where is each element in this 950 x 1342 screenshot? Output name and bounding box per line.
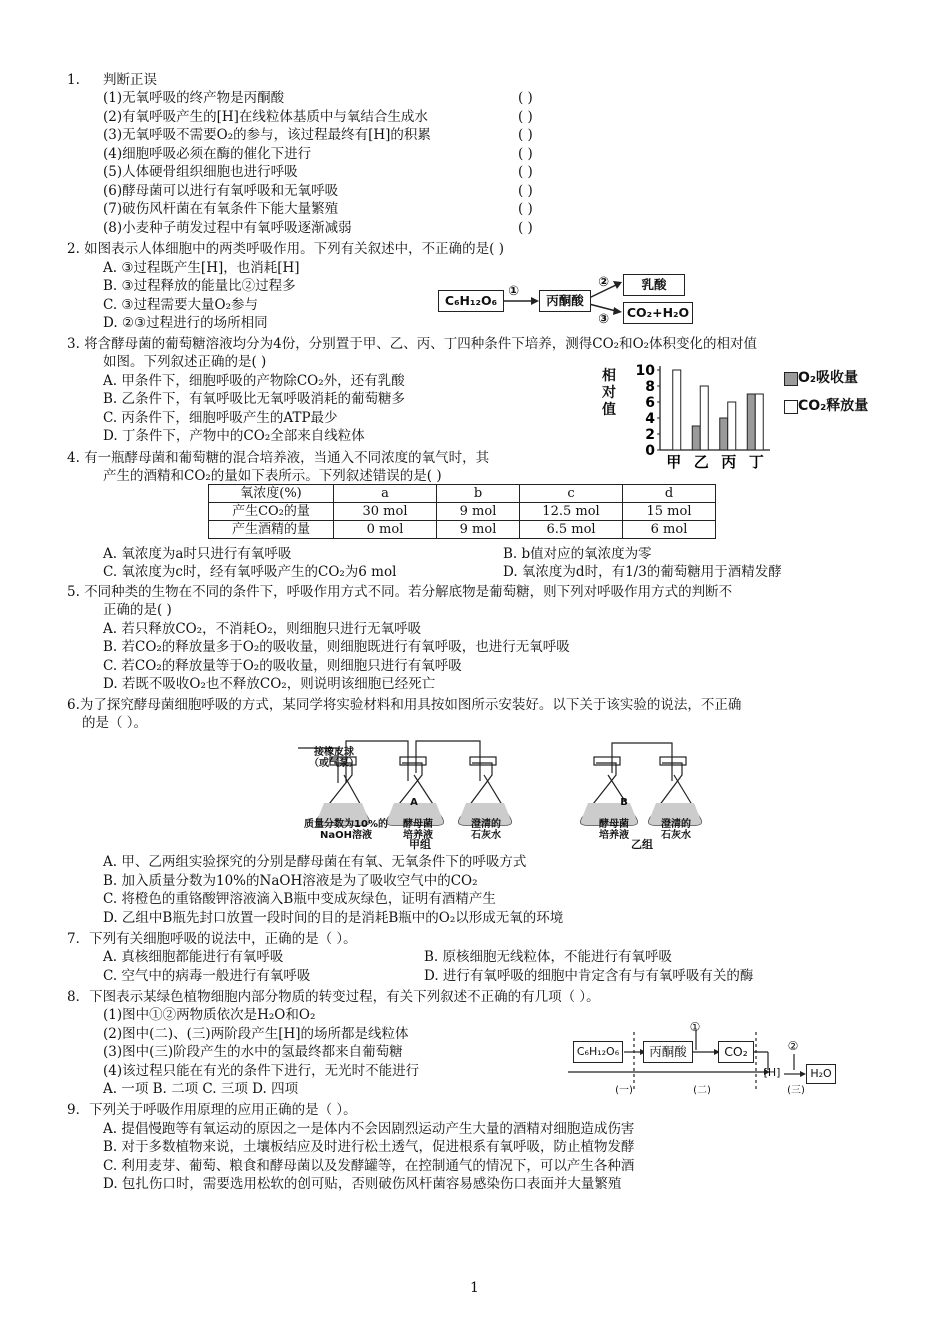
y-tick-label: 0 — [645, 443, 655, 459]
q6-option[interactable]: A. 甲、乙两组实验探究的分别是酵母菌在有氧、无氧条件下的呼吸方式 — [103, 854, 527, 870]
table-cell: 6 mol — [623, 521, 716, 539]
table-cell: 0 mol — [334, 521, 437, 539]
q8-item: (4)该过程只能在有光的条件下进行，无光时不能进行 — [103, 1063, 420, 1079]
q8-item: (3)图中(三)阶段产生的水中的氢最终都来自葡萄糖 — [103, 1044, 403, 1060]
limewater-label-line2: 石灰水 — [471, 830, 501, 841]
bar-co2 — [755, 394, 763, 450]
q7-option-a[interactable]: A. 真核细胞都能进行有氧呼吸 — [103, 949, 284, 965]
hydrogen-label: [H] — [763, 1066, 781, 1079]
q1-number: 1. — [67, 72, 80, 88]
q3-option[interactable]: A. 甲条件下，细胞呼吸的产物除CO₂外，还有乳酸 — [103, 373, 405, 389]
table-cell: 产生酒精的量 — [209, 521, 334, 539]
step-1-label: ① — [508, 284, 520, 299]
table-header-cell: d — [623, 485, 716, 503]
y-tick-label: 2 — [645, 427, 655, 443]
limewater-label-line2: 石灰水 — [661, 830, 691, 841]
q6-stem: 6.为了探究酵母菌细胞呼吸的方式，某同学将实验材料和用具按如图所示安装好。以下关于该实验的说法，不正确 — [67, 697, 742, 713]
table-cell: 9 mol — [437, 521, 520, 539]
table-row — [209, 521, 716, 539]
x-tick-label: 乙 — [693, 453, 709, 471]
q8-item: (1)图中①②两物质依次是H₂O和O₂ — [103, 1007, 316, 1023]
q7-stem: 7．下列有关细胞呼吸的说法中，正确的是（ ）。 — [67, 931, 357, 947]
table-cell: 产生CO₂的量 — [209, 503, 334, 521]
q9-stem: 9．下列关于呼吸作用原理的应用正确的是（ ）。 — [67, 1102, 357, 1118]
q4-stem-cont: 产生的酒精和CO₂的量如下表所示。下列叙述错误的是( ) — [103, 468, 442, 484]
q1-item: (6)酵母菌可以进行有氧呼吸和无氧呼吸 — [103, 183, 339, 199]
q1-item: (3)无氧呼吸不需要O₂的参与，该过程最终有[H]的积累 — [103, 127, 431, 143]
q1-stem: 判断正误 — [103, 72, 157, 88]
q7-option-c[interactable]: C. 空气中的病毒一般进行有氧呼吸 — [103, 968, 311, 984]
q6-option[interactable]: C. 将橙色的重铬酸钾溶液滴入B瓶中变成灰绿色，证明有酒精产生 — [103, 891, 496, 907]
q1-item: (5)人体硬骨组织细胞也进行呼吸 — [103, 164, 298, 180]
table-cell: 12.5 mol — [520, 503, 623, 521]
group-yi-label: 乙组 — [631, 838, 653, 851]
table-header-cell: c — [520, 485, 623, 503]
q3-option[interactable]: C. 丙条件下，细胞呼吸产生的ATP最少 — [103, 410, 338, 426]
table-header-row — [209, 485, 716, 503]
step-3-label: ③ — [598, 312, 610, 327]
y-tick-label: 6 — [645, 395, 655, 411]
q4-stem: 4. 有一瓶酵母菌和葡萄糖的混合培养液，当通入不同浓度的氧气时，其 — [67, 450, 490, 466]
answer-paren[interactable]: ( ) — [518, 201, 533, 217]
glucose-box: C₆H₁₂O₆ — [438, 290, 504, 312]
table-cell: 15 mol — [623, 503, 716, 521]
stage-1-label: (一) — [615, 1085, 633, 1096]
q2-option[interactable]: C. ③过程需要大量O₂参与 — [103, 297, 259, 313]
glucose-box: C₆H₁₂O₆ — [573, 1041, 623, 1063]
answer-paren[interactable]: ( ) — [518, 90, 533, 106]
answer-paren[interactable]: ( ) — [518, 183, 533, 199]
page-number: 1 — [470, 1280, 479, 1296]
legend-swatch-co2 — [784, 400, 798, 414]
yeast-label-b — [594, 819, 634, 841]
answer-paren[interactable]: ( ) — [518, 164, 533, 180]
marker-1-label: ① — [689, 1020, 701, 1034]
marker-2-label: ② — [787, 1039, 799, 1053]
yeast-label-line2: 培养液 — [403, 830, 433, 841]
limewater-label-line1: 澄清的 — [661, 819, 691, 830]
q1-item: (7)破伤风杆菌在有氧条件下能大量繁殖 — [103, 201, 339, 217]
yeast-label-line1: 酵母菌 — [403, 819, 433, 830]
flask-a-label: A — [410, 797, 418, 808]
q2-option[interactable]: A. ③过程既产生[H]，也消耗[H] — [103, 260, 300, 276]
table-cell: 9 mol — [437, 503, 520, 521]
bar-co2 — [700, 386, 708, 450]
bar-o2 — [692, 426, 700, 450]
legend-swatch-o2 — [784, 372, 798, 386]
pump-label — [294, 747, 374, 769]
q7-option-b[interactable]: B. 原核细胞无线粒体，不能进行有氧呼吸 — [424, 949, 673, 965]
q2-option[interactable]: D. ②③过程进行的场所相同 — [103, 315, 268, 331]
y-tick-label: 4 — [645, 411, 655, 427]
q9-option[interactable]: A. 提倡慢跑等有氧运动的原因之一是体内不会因剧烈运动产生大量的酒精对细胞造成伤害 — [103, 1121, 635, 1137]
table-header-cell: 氧浓度(%) — [209, 485, 334, 503]
q6-apparatus-figure — [290, 733, 720, 851]
water-box: H₂O — [806, 1064, 836, 1084]
table-row — [209, 503, 716, 521]
q3-stem-cont: 如图。下列叙述正确的是( ) — [103, 354, 267, 370]
y-tick-label: 8 — [645, 379, 655, 395]
bar-co2 — [673, 370, 681, 450]
q8-answer-choices[interactable]: A. 一项 B. 二项 C. 三项 D. 四项 — [103, 1081, 299, 1097]
q8-stem: 8．下图表示某绿色植物细胞内部分物质的转变过程，有关下列叙述不正确的有几项（ ）。 — [67, 989, 600, 1005]
q5-option[interactable]: D. 若既不吸收O₂也不释放CO₂，则说明该细胞已经死亡 — [103, 676, 436, 692]
q4-option-b[interactable]: B. b值对应的氧浓度为零 — [503, 546, 652, 562]
co2-h2o-box: CO₂+H₂O — [623, 302, 693, 324]
stage-3-label: (三) — [787, 1085, 805, 1096]
legend-label-o2: O₂吸收量 — [798, 370, 859, 386]
chart-ylabel: 相对值 — [602, 368, 616, 418]
q6-stem-cont: 的是（ ）。 — [82, 715, 148, 731]
x-tick-label: 丁 — [748, 453, 764, 471]
group-jia-label: 甲组 — [409, 838, 431, 851]
step-2-label: ② — [598, 275, 610, 290]
naoh-label-line1: 质量分数为10%的 — [304, 819, 388, 830]
answer-paren[interactable]: ( ) — [518, 127, 533, 143]
pump-label-line2: （或气泵） — [309, 758, 359, 769]
q1-item: (1)无氧呼吸的终产物是丙酮酸 — [103, 90, 285, 106]
co2-box: CO₂ — [718, 1041, 754, 1063]
bar-co2 — [728, 402, 736, 450]
naoh-label — [292, 819, 400, 841]
lactic-acid-box: 乳酸 — [623, 274, 685, 296]
q1-item: (2)有氧呼吸产生的[H]在线粒体基质中与氧结合生成水 — [103, 109, 428, 125]
bar-o2 — [747, 394, 755, 450]
q3-chart — [600, 362, 890, 472]
answer-paren[interactable]: ( ) — [518, 146, 533, 162]
pyruvate-box: 丙酮酸 — [643, 1041, 693, 1063]
q5-stem: 5. 不同种类的生物在不同的条件下，呼吸作用方式不同。若分解底物是葡萄糖，则下列对呼吸作用方式的判断不 — [67, 584, 733, 600]
q9-option[interactable]: C. 利用麦芽、葡萄、粮食和酵母菌以及发酵罐等，在控制通气的情况下，可以产生各种酒 — [103, 1158, 635, 1174]
limewater-label-2 — [656, 819, 696, 841]
q9-option[interactable]: B. 对于多数植物来说，土壤板结应及时进行松土透气，促进根系有氧呼吸，防止植物发酵 — [103, 1139, 635, 1155]
q6-option[interactable]: B. 加入质量分数为10%的NaOH溶液是为了吸收空气中的CO₂ — [103, 873, 478, 889]
pump-label-line1: 接橡皮球 — [314, 747, 354, 758]
limewater-label-line1: 澄清的 — [471, 819, 501, 830]
x-tick-label: 甲 — [666, 453, 682, 471]
q2-option[interactable]: B. ③过程释放的能量比②过程多 — [103, 278, 296, 294]
q6-option[interactable]: D. 乙组中B瓶先封口放置一段时间的目的是消耗B瓶中的O₂以形成无氧的环境 — [103, 910, 564, 926]
table-cell: 30 mol — [334, 503, 437, 521]
bar-o2 — [720, 418, 728, 450]
y-tick-label: 10 — [635, 363, 655, 379]
yeast-label-line2: 培养液 — [599, 830, 629, 841]
table-cell: 6.5 mol — [520, 521, 623, 539]
stage-2-label: (二) — [693, 1085, 711, 1096]
q3-option[interactable]: B. 乙条件下，有氧呼吸比无氧呼吸消耗的葡萄糖多 — [103, 391, 406, 407]
q4-option-c[interactable]: C. 氧浓度为c时，经有氧呼吸产生的CO₂为6 mol — [103, 564, 397, 580]
q4-data-table — [208, 484, 716, 539]
x-tick-label: 丙 — [721, 453, 737, 471]
table-header-cell: a — [334, 485, 437, 503]
q5-option[interactable]: B. 若CO₂的释放量多于O₂的吸收量，则细胞既进行有氧呼吸，也进行无氧呼吸 — [103, 639, 570, 655]
q9-option[interactable]: D. 包扎伤口时，需要选用松软的创可贴，否则破伤风杆菌容易感染伤口表面并大量繁殖 — [103, 1176, 622, 1192]
q7-option-d[interactable]: D. 进行有氧呼吸的细胞中肯定含有与有氧呼吸有关的酶 — [424, 968, 754, 984]
q2-stem: 2. 如图表示人体细胞中的两类呼吸作用。下列有关叙述中，不正确的是( ) — [67, 241, 504, 257]
answer-paren[interactable]: ( ) — [518, 220, 533, 236]
answer-paren[interactable]: ( ) — [518, 109, 533, 125]
q5-option[interactable]: A. 若只释放CO₂，不消耗O₂，则细胞只进行无氧呼吸 — [103, 621, 422, 637]
q1-item: (8)小麦种子萌发过程中有氧呼吸逐渐减弱 — [103, 220, 352, 236]
q4-option-a[interactable]: A. 氧浓度为a时只进行有氧呼吸 — [103, 546, 292, 562]
naoh-label-line2: NaOH溶液 — [320, 830, 372, 841]
table-header-cell: b — [437, 485, 520, 503]
q5-option[interactable]: C. 若CO₂的释放量等于O₂的吸收量，则细胞只进行有氧呼吸 — [103, 658, 462, 674]
flask-b-label: B — [620, 797, 628, 808]
pyruvate-box: 丙酮酸 — [539, 290, 591, 312]
yeast-label-line1: 酵母菌 — [599, 819, 629, 830]
q4-option-d[interactable]: D. 氧浓度为d时，有1/3的葡萄糖用于酒精发酵 — [503, 564, 782, 580]
q5-stem-cont: 正确的是( ) — [103, 602, 172, 618]
q3-stem: 3. 将含酵母菌的葡萄糖溶液均分为4份，分别置于甲、乙、丙、丁四种条件下培养，测得CO₂和O₂体积变化的相对值 — [67, 336, 758, 352]
q8-item: (2)图中(二)、(三)两阶段产生[H]的场所都是线粒体 — [103, 1026, 409, 1042]
q1-item: (4)细胞呼吸必须在酶的催化下进行 — [103, 146, 312, 162]
legend-label-co2: CO₂释放量 — [798, 398, 869, 414]
limewater-label-1 — [466, 819, 506, 841]
q3-option[interactable]: D. 丁条件下，产物中的CO₂全部来自线粒体 — [103, 428, 365, 444]
